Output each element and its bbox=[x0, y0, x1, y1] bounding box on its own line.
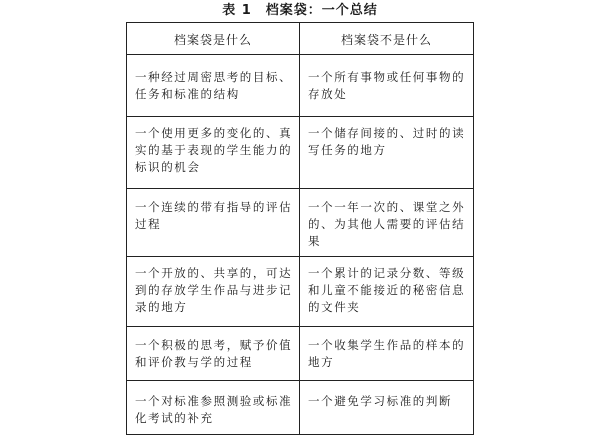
table-cell: 一个储存间接的、过时的读写任务的地方 bbox=[300, 117, 474, 189]
table-cell: 一个开放的、共享的，可达到的存放学生作品与进步记录的地方 bbox=[127, 257, 300, 327]
table-cell: 一个所有事物或任何事物的存放处 bbox=[300, 55, 474, 117]
table-row bbox=[127, 327, 474, 381]
table-cell: 一个累计的记录分数、等级和儿童不能接近的秘密信息的文件夹 bbox=[300, 257, 474, 327]
table-cell: 一个一年一次的、课堂之外的、为其他人需要的评估结果 bbox=[300, 189, 474, 257]
table-cell: 一个收集学生作品的样本的地方 bbox=[300, 327, 474, 381]
column-header-is: 档案袋是什么 bbox=[127, 23, 300, 55]
table-row bbox=[127, 189, 474, 257]
table-title: 表 1 档案袋：一个总结 bbox=[222, 3, 378, 18]
table-row bbox=[127, 381, 474, 435]
column-header-is-not: 档案袋不是什么 bbox=[300, 23, 474, 55]
table-row bbox=[127, 257, 474, 327]
table-cell: 一个避免学习标准的判断 bbox=[300, 381, 474, 435]
table-cell: 一个积极的思考，赋予价值和评价教与学的过程 bbox=[127, 327, 300, 381]
table-cell: 一个对标准参照测验或标准化考试的补充 bbox=[127, 381, 300, 435]
table-row bbox=[127, 55, 474, 117]
table-header-row bbox=[127, 23, 474, 55]
table-cell: 一个连续的带有指导的评估过程 bbox=[127, 189, 300, 257]
table-row bbox=[127, 117, 474, 189]
table-cell: 一个使用更多的变化的、真实的基于表现的学生能力的标识的机会 bbox=[127, 117, 300, 189]
summary-table bbox=[126, 22, 474, 435]
table-cell: 一种经过周密思考的目标、任务和标准的结构 bbox=[127, 55, 300, 117]
